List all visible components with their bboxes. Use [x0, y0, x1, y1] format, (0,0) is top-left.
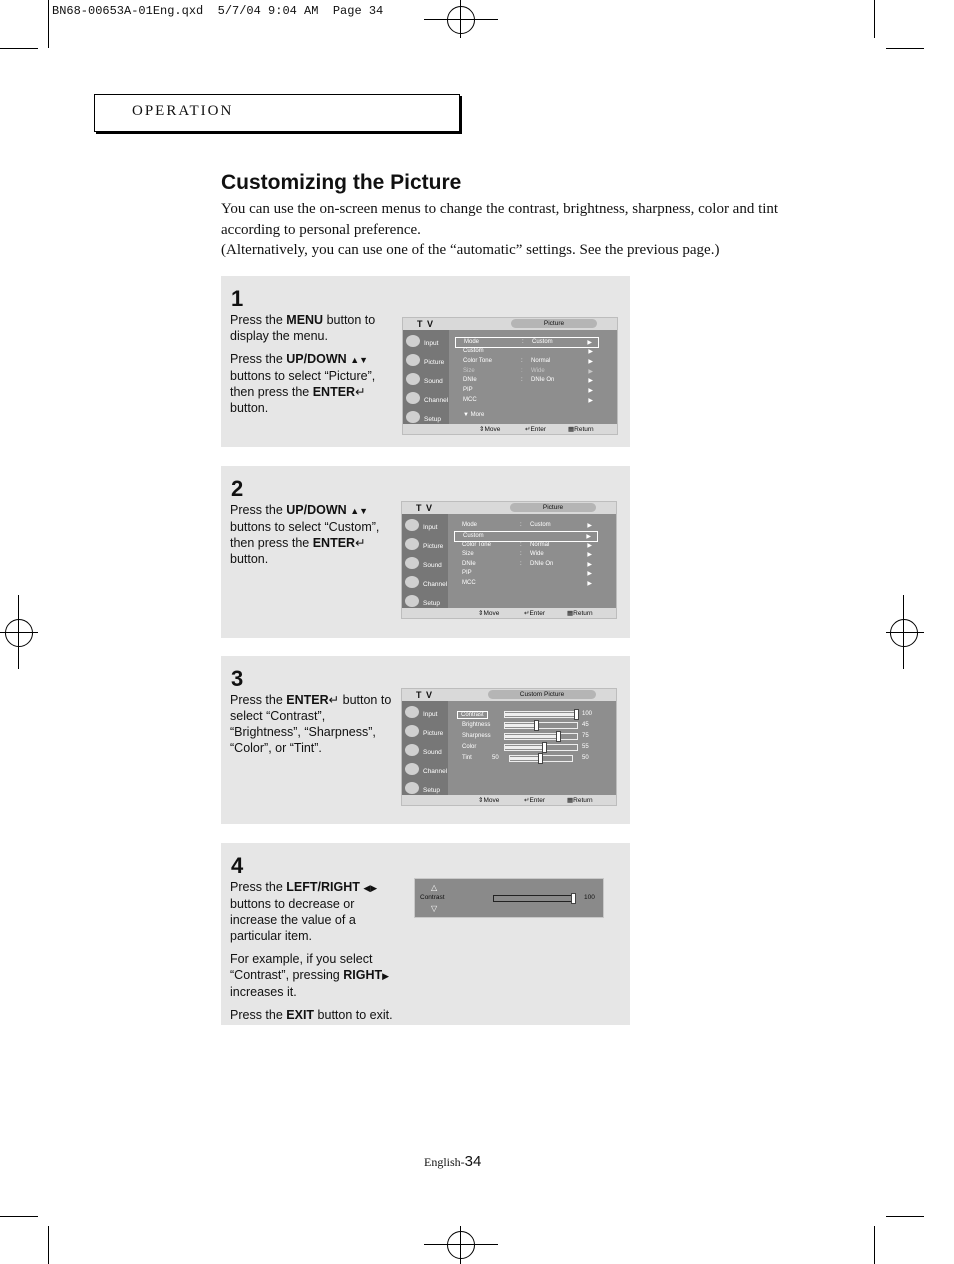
osd-menu-row: MCC ▶ [463, 397, 593, 404]
osd-side-item: Setup [406, 409, 448, 426]
osd-bottom-bar [403, 424, 617, 434]
osd-more-row: ▼ More [463, 412, 485, 418]
osd-tv-label: T V [416, 690, 434, 700]
osd-side-item: Picture [406, 352, 448, 369]
color-slider [504, 744, 578, 751]
osd-side-item: Sound [405, 555, 447, 572]
osd-menu-row: MCC ▶ [462, 580, 592, 587]
setup-icon [406, 411, 420, 423]
up-arrow-icon: △ [431, 883, 438, 892]
step-panel [221, 843, 630, 1025]
osd-menu-row: Mode : Custom ▶ [455, 337, 599, 348]
enter-icon: ↵ [355, 385, 366, 399]
setup-icon [405, 595, 419, 607]
tint-slider [509, 755, 573, 762]
sound-icon [405, 557, 419, 569]
osd-menu-title: Picture [511, 319, 597, 328]
channel-icon [405, 576, 419, 588]
enter-icon: ↵ [355, 536, 366, 550]
step-number: 1 [231, 286, 244, 311]
crop-mark [886, 632, 924, 633]
osd-menu-row: Size : Wide ▶ [462, 551, 592, 558]
osd-single-slider [414, 878, 604, 918]
osd-slider-label: Contrast [420, 894, 445, 901]
setup-icon [405, 782, 419, 794]
crop-mark [0, 48, 38, 49]
osd-menu-row: Color Tone : Normal ▶ [463, 358, 593, 365]
osd-side-menu [403, 330, 449, 424]
osd-side-item: Sound [405, 742, 447, 759]
crop-mark [460, 1226, 461, 1264]
move-hint: ⇕ Move [478, 797, 500, 804]
right-arrow-icon: ▶ [382, 971, 390, 981]
step-instructions: Press the MENU button to display the menu. Press the UP/DOWN ▲▼ buttons to select “Picture”, then press the ENTER↵ button. [230, 313, 376, 415]
osd-slider-value: 50 [582, 755, 589, 761]
step-panel [221, 656, 630, 824]
contrast-slider [504, 711, 578, 718]
enter-hint: ↵ Enter [524, 797, 545, 804]
up-down-arrows-icon: ▲▼ [350, 355, 369, 365]
osd-side-item: Channel [405, 574, 447, 591]
input-icon [405, 519, 419, 531]
enter-hint: ↵ Enter [524, 610, 545, 617]
crop-mark [0, 632, 38, 633]
osd-custom-picture-menu [401, 688, 617, 806]
osd-slider-label: Sharpness [462, 733, 491, 739]
channel-icon [406, 392, 420, 404]
osd-picture-menu [402, 317, 618, 435]
page-footer: English-34 [424, 1153, 482, 1170]
step-instructions: Press the UP/DOWN ▲▼ buttons to select “Custom”, then press the ENTER↵ button. [230, 503, 380, 566]
crop-mark [886, 1216, 924, 1217]
osd-side-item: Sound [406, 371, 448, 388]
sharpness-slider [504, 733, 578, 740]
osd-menu-row: PIP ▶ [462, 570, 592, 577]
intro-paragraph: (Alternatively, you can use one of the “automatic” settings. See the previous page.) [221, 242, 720, 258]
enter-icon: ↵ [328, 693, 340, 707]
osd-slider-value: 75 [582, 733, 589, 739]
osd-menu-row: Color Tone : Normal ▶ [462, 542, 592, 549]
step-instructions: Press the ENTER↵ button to select “Contrast”, “Brightness”, “Sharpness”, “Color”, or “Tint”. [230, 693, 392, 755]
crop-mark [0, 1216, 38, 1217]
up-down-arrows-icon: ▲▼ [350, 506, 369, 516]
crop-mark [48, 1226, 49, 1264]
osd-side-item: Picture [405, 536, 447, 553]
osd-side-item: Input [406, 333, 448, 350]
down-arrow-icon: ▽ [431, 904, 438, 913]
page-title: Customizing the Picture [221, 171, 462, 194]
picture-icon [405, 538, 419, 550]
osd-slider-value: 45 [582, 722, 589, 728]
picture-icon [406, 354, 420, 366]
step-panel [221, 276, 630, 447]
osd-slider-label: Contrast [454, 710, 494, 719]
osd-slider-value: 100 [584, 894, 595, 901]
step-panel [221, 466, 630, 638]
crop-mark [874, 1226, 875, 1264]
channel-icon [405, 763, 419, 775]
input-icon [405, 706, 419, 718]
osd-menu-row: Size : Wide ▶ [463, 368, 593, 375]
osd-menu-row: DNIe : DNIe On ▶ [462, 561, 592, 568]
sound-icon [406, 373, 420, 385]
step-number: 2 [231, 476, 244, 501]
registration-mark [5, 619, 33, 647]
return-hint: ▦ Return [567, 797, 593, 804]
osd-menu-title: Picture [510, 503, 596, 512]
osd-side-menu [402, 514, 448, 608]
contrast-slider [493, 895, 575, 902]
osd-tv-label: T V [416, 503, 434, 513]
return-hint: ▦ Return [567, 610, 593, 617]
osd-bottom-bar [402, 608, 616, 618]
move-hint: ⇕ Move [478, 610, 500, 617]
osd-menu-row: PIP ▶ [463, 387, 593, 394]
page-number: 34 [464, 1153, 482, 1170]
crop-mark [424, 1244, 498, 1245]
osd-side-item: Channel [406, 390, 448, 407]
osd-picture-custom-menu [401, 501, 617, 619]
osd-side-item: Input [405, 704, 447, 721]
osd-menu-row: Mode : Custom ▶ [462, 522, 592, 529]
osd-side-item: Setup [405, 593, 447, 610]
registration-mark [890, 619, 918, 647]
osd-menu-title: Custom Picture [488, 690, 596, 699]
enter-hint: ↵ Enter [525, 426, 546, 433]
osd-side-menu [402, 701, 448, 795]
step-number: 4 [231, 853, 244, 878]
osd-side-item: Setup [405, 780, 447, 797]
return-hint: ▦ Return [568, 426, 594, 433]
registration-mark [447, 1231, 475, 1259]
input-icon [406, 335, 420, 347]
osd-slider-value: 55 [582, 744, 589, 750]
osd-side-item: Channel [405, 761, 447, 778]
crop-mark [874, 0, 875, 38]
step-instructions: Press the LEFT/RIGHT ◀▶ buttons to decrease or increase the value of a particular item. For example, if you select “Contrast”, pressing RIGHT▶ increases it. Press the EXIT button to exit. [230, 880, 393, 1022]
osd-slider-value: 100 [582, 711, 593, 717]
osd-bottom-bar [402, 795, 616, 805]
osd-side-item: Picture [405, 723, 447, 740]
intro-paragraph: You can use the on-screen menus to change the contrast, brightness, sharpness, color and tint according to personal preference. [221, 201, 779, 238]
osd-menu-row: DNIe : DNIe On ▶ [463, 377, 593, 384]
osd-slider-label: Color [462, 744, 477, 750]
osd-menu-row: Custom ▶ [463, 348, 593, 355]
picture-icon [405, 725, 419, 737]
osd-tv-label: T V [417, 319, 435, 329]
step-number: 3 [231, 666, 244, 691]
crop-mark [886, 48, 924, 49]
sound-icon [405, 744, 419, 756]
crop-mark [424, 19, 498, 20]
move-hint: ⇕ Move [479, 426, 501, 433]
osd-slider-label: Brightness [462, 722, 491, 728]
intro-text [221, 199, 781, 261]
osd-slider-label: Tint 50 [462, 755, 499, 761]
osd-side-item: Input [405, 517, 447, 534]
registration-mark [447, 6, 475, 34]
section-title: OPERATION [132, 103, 234, 119]
crop-mark [48, 0, 49, 48]
print-header: BN68-00653A-01Eng.qxd 5/7/04 9:04 AM Page 34 [52, 4, 384, 18]
brightness-slider [504, 722, 578, 729]
left-right-arrows-icon: ◀▶ [363, 883, 378, 893]
osd-menu-row: Custom ▶ [454, 531, 598, 542]
